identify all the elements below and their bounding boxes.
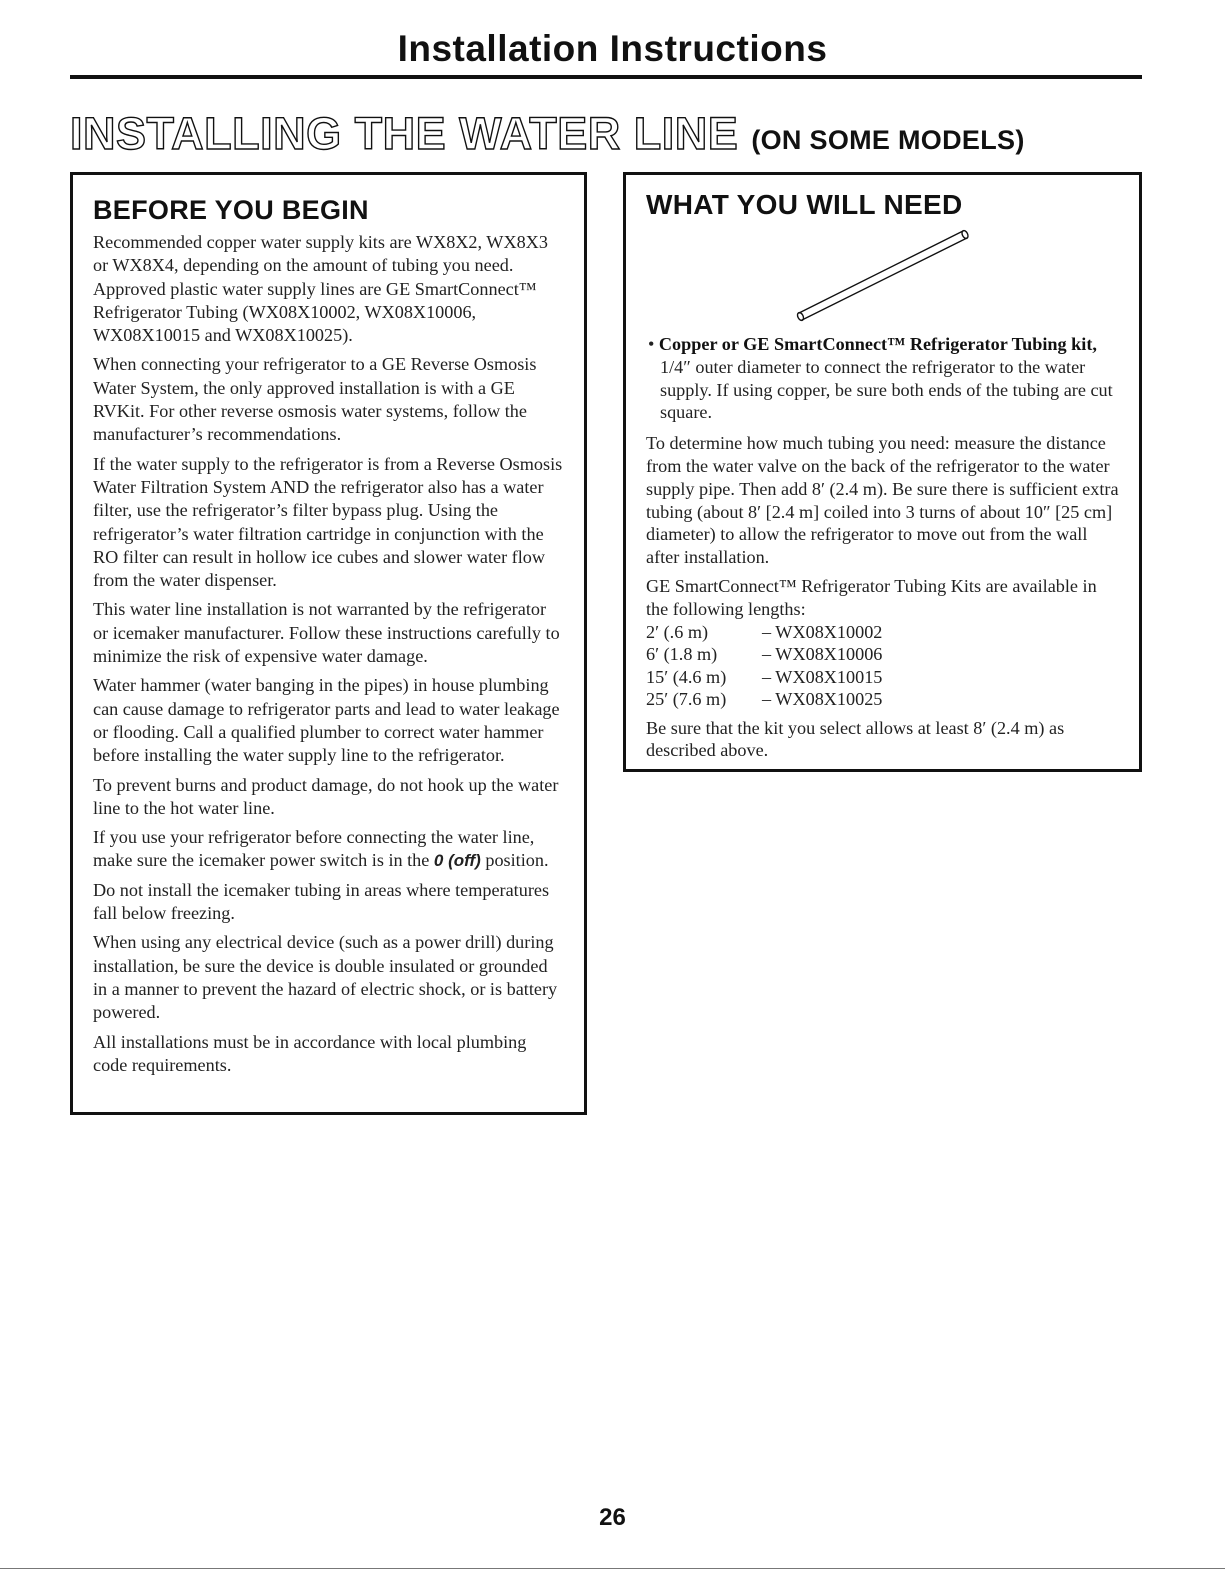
section-title <box>70 108 1025 160</box>
paragraph-kit-length-note: Be sure that the kit you select allows at least 8′ (2.4 m) as described above. <box>646 717 1065 761</box>
list-item <box>646 643 1119 666</box>
tubing-lengths-list <box>646 621 1119 711</box>
paragraph-icemaker-switch <box>93 826 564 873</box>
paragraph-freezing: Do not install the icemaker tubing in areas where temperatures fall below freezing. <box>93 879 550 924</box>
part-number: – WX08X10015 <box>762 666 883 687</box>
page-number: 26 <box>599 1504 626 1531</box>
paragraph-water-hammer: Water hammer (water banging in the pipes) in house plumbing can cause damage to refrigerator parts and lead to water leakage or flooding. Call a qualified plumber to correct water hammer before installing the water supply line to the refrigerator. <box>93 675 560 766</box>
part-number: – WX08X10006 <box>762 644 883 665</box>
paragraph-warranty: This water line installation is not warranted by the refrigerator or icemaker manufacturer. Follow these instructions carefully to minimize the risk of expensive water damage. <box>93 599 560 667</box>
paragraph-measure: To determine how much tubing you need: measure the distance from the water valve on the back of the refrigerator to the water supply pipe. Then add 8′ (2.4 m). Be sure there is sufficient extra tubing (about 8′ [2.4 m] coiled into 3 turns of about 10″ [25 cm] diameter) to allow the refrigerator to move out from the wall after installation. <box>646 433 1119 568</box>
icemaker-text-after: position. <box>480 850 549 871</box>
paragraph-ro-system: When connecting your refrigerator to a GE Reverse Osmosis Water System, the only approved installation is with a GE RVKit. For other reverse osmosis water systems, follow the manufacturer’s recommendations. <box>93 354 537 445</box>
list-item <box>646 688 1119 711</box>
length-value: 2′ (.6 m) <box>646 621 709 642</box>
section-subtitle: (ON SOME MODELS) <box>751 125 1025 155</box>
paragraph-plumbing-code: All installations must be in accordance with local plumbing code requirements. <box>93 1031 527 1075</box>
list-item <box>646 621 1119 644</box>
tubing-kit-bullet: • Copper or GE SmartConnect™ Refrigerator Tubing kit, 1/4″ outer diameter to connect the refrigerator to the water supply. If using copper, be sure both ends of the tubing are cut square. <box>648 334 1113 423</box>
header-rule <box>70 75 1142 79</box>
list-item <box>646 666 1119 689</box>
section-title-main: INSTALLING THE WATER LINE <box>70 108 739 159</box>
icemaker-switch-label: 0 (off) <box>433 851 481 871</box>
page-header-title: Installation Instructions <box>397 28 828 69</box>
paragraph-filter-bypass: If the water supply to the refrigerator is from a Reverse Osmosis Water Filtration System AND the refrigerator also has a water filter, use the refrigerator’s filter bypass plug. Using the refrigerator’s water filtration cartridge in conjunction with the RO filter can result in hollow ice cubes and slower water flow from the water dispenser. <box>93 453 563 591</box>
tubing-icon <box>781 225 981 327</box>
what-you-will-need-title: WHAT YOU WILL NEED <box>646 189 963 220</box>
part-number: – WX08X10025 <box>762 689 883 710</box>
what-you-will-need-box <box>623 172 1142 772</box>
paragraph-kits: Recommended copper water supply kits are WX8X2, WX8X3 or WX8X4, depending on the amount of tubing you need. Approved plastic water supply lines are GE SmartConnect™ Refrigerator Tubing (WX08X10002, WX08X10006, WX08X10015 and WX08X10025). <box>93 232 548 346</box>
tubing-kit-lead: Copper or GE SmartConnect™ Refrigerator Tubing kit, <box>658 334 1097 354</box>
before-you-begin-title: BEFORE YOU BEGIN <box>93 195 369 225</box>
length-value: 25′ (7.6 m) <box>646 689 727 710</box>
paragraph-hot-water: To prevent burns and product damage, do not hook up the water line to the hot water line. <box>93 774 559 818</box>
icemaker-text-before: If you use your refrigerator before connecting the water line, make sure the icemaker power switch is in the <box>93 827 535 871</box>
tubing-kit-text: 1/4″ outer diameter to connect the refrigerator to the water supply. If using copper, be sure both ends of the tubing are cut square. <box>660 356 1113 423</box>
paragraph-lengths-intro: GE SmartConnect™ Refrigerator Tubing Kits are available in the following lengths: <box>646 575 1097 619</box>
before-you-begin-box <box>70 172 587 1115</box>
length-value: 6′ (1.8 m) <box>646 644 718 665</box>
length-value: 15′ (4.6 m) <box>646 666 727 687</box>
part-number: – WX08X10002 <box>762 621 883 642</box>
paragraph-electrical: When using any electrical device (such as a power drill) during installation, be sure the device is double insulated or grounded in a manner to prevent the hazard of electric shock, or is battery powered. <box>93 932 558 1023</box>
bottom-rule <box>0 1568 1225 1569</box>
